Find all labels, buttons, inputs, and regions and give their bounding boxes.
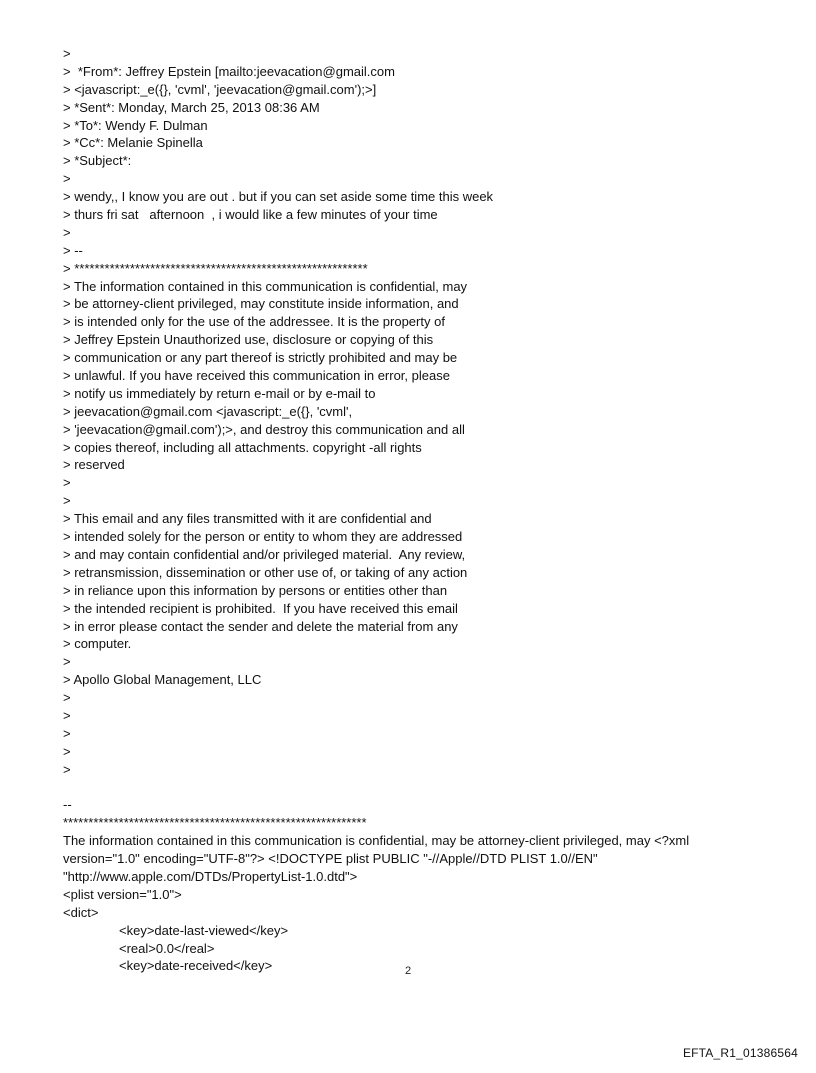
quoted-line: > (63, 707, 71, 723)
disclaimer-line: > copies thereof, including all attachments. copyright -all rights (63, 439, 422, 455)
disclaimer-line: > communication or any part thereof is strictly prohibited and may be (63, 350, 458, 366)
quoted-line: > (63, 493, 71, 509)
page-number: 2 (404, 965, 412, 977)
confidentiality-notice-line: > retransmission, dissemination or other use of, or taking of any action (63, 564, 468, 580)
xml-plist-line: <plist version="1.0"> (63, 886, 182, 902)
cc-header-line: > *Cc*: Melanie Spinella (63, 135, 203, 151)
message-body-line: > wendy,, I know you are out . but if you can set aside some time this week (63, 189, 494, 205)
disclaimer-line: > 'jeevacation@gmail.com');>, and destroy this communication and all (63, 421, 465, 437)
message-body-line: > thurs fri sat afternoon , i would like a few minutes of your time (63, 207, 438, 223)
disclaimer-line: > be attorney-client privileged, may constitute inside information, and (63, 296, 459, 312)
xml-key-line: <key>date-received</key> (119, 958, 273, 974)
confidentiality-notice-line: > computer. (63, 636, 132, 652)
confidentiality-notice-line: > intended solely for the person or entity to whom they are addressed (63, 529, 463, 545)
from-header-continuation: > <javascript:_e({}, 'cvml', 'jeevacation@gmail.com');>] (63, 81, 377, 97)
quoted-line: > (63, 171, 71, 187)
xml-real-line: <real>0.0</real> (119, 940, 215, 956)
disclaimer-line: > is intended only for the use of the addressee. It is the property of (63, 314, 445, 330)
signature-separator: > -- (63, 242, 83, 258)
quoted-line: > (63, 654, 71, 670)
quoted-line: > (63, 690, 71, 706)
blank-line (63, 779, 763, 797)
email-document-body (63, 45, 763, 975)
quoted-line: > (63, 46, 71, 61)
company-name-line: > Apollo Global Management, LLC (63, 672, 262, 688)
confidentiality-notice-line: > the intended recipient is prohibited. If you have received this email (63, 600, 458, 616)
asterisk-divider: ************************************************************ (63, 815, 367, 831)
asterisk-divider: > ********************************************************** (63, 260, 368, 276)
bates-number: EFTA_R1_01386564 (682, 1046, 798, 1060)
confidentiality-notice-line: > and may contain confidential and/or privileged material. Any review, (63, 546, 466, 562)
xml-dict-line: <dict> (63, 904, 99, 920)
xml-declaration-line: version="1.0" encoding="UTF-8"?> <!DOCTYPE plist PUBLIC "-//Apple//DTD PLIST 1.0//EN" (63, 851, 598, 867)
disclaimer-line: > notify us immediately by return e-mail or by e-mail to (63, 385, 376, 401)
signature-separator: -- (63, 797, 72, 813)
disclaimer-line: > unlawful. If you have received this communication in error, please (63, 368, 450, 384)
confidentiality-notice-line: > in reliance upon this information by persons or entities other than (63, 582, 448, 598)
xml-dtd-line: "http://www.apple.com/DTDs/PropertyList-1.0.dtd"> (63, 868, 358, 884)
quoted-line: > (63, 725, 71, 741)
subject-header-line: > *Subject*: (63, 153, 132, 169)
disclaimer-line: > jeevacation@gmail.com <javascript:_e({}, 'cvml', (63, 403, 353, 419)
to-header-line: > *To*: Wendy F. Dulman (63, 117, 208, 133)
disclaimer-line: > reserved (63, 457, 125, 473)
disclaimer-xml-line: The information contained in this communication is confidential, may be attorney-client privileged, may <?xml (63, 833, 690, 849)
sent-header-line: > *Sent*: Monday, March 25, 2013 08:36 AM (63, 99, 320, 115)
quoted-line: > (63, 475, 71, 491)
confidentiality-notice-line: > This email and any files transmitted with it are confidential and (63, 511, 432, 527)
confidentiality-notice-line: > in error please contact the sender and delete the material from any (63, 618, 458, 634)
disclaimer-line: > Jeffrey Epstein Unauthorized use, disclosure or copying of this (63, 332, 434, 348)
quoted-line: > (63, 743, 71, 759)
from-header-line: > *From*: Jeffrey Epstein [mailto:jeevacation@gmail.com (63, 63, 395, 79)
quoted-line: > (63, 224, 71, 240)
xml-key-line: <key>date-last-viewed</key> (119, 922, 289, 938)
disclaimer-line: > The information contained in this communication is confidential, may (63, 278, 468, 294)
quoted-line: > (63, 761, 71, 777)
